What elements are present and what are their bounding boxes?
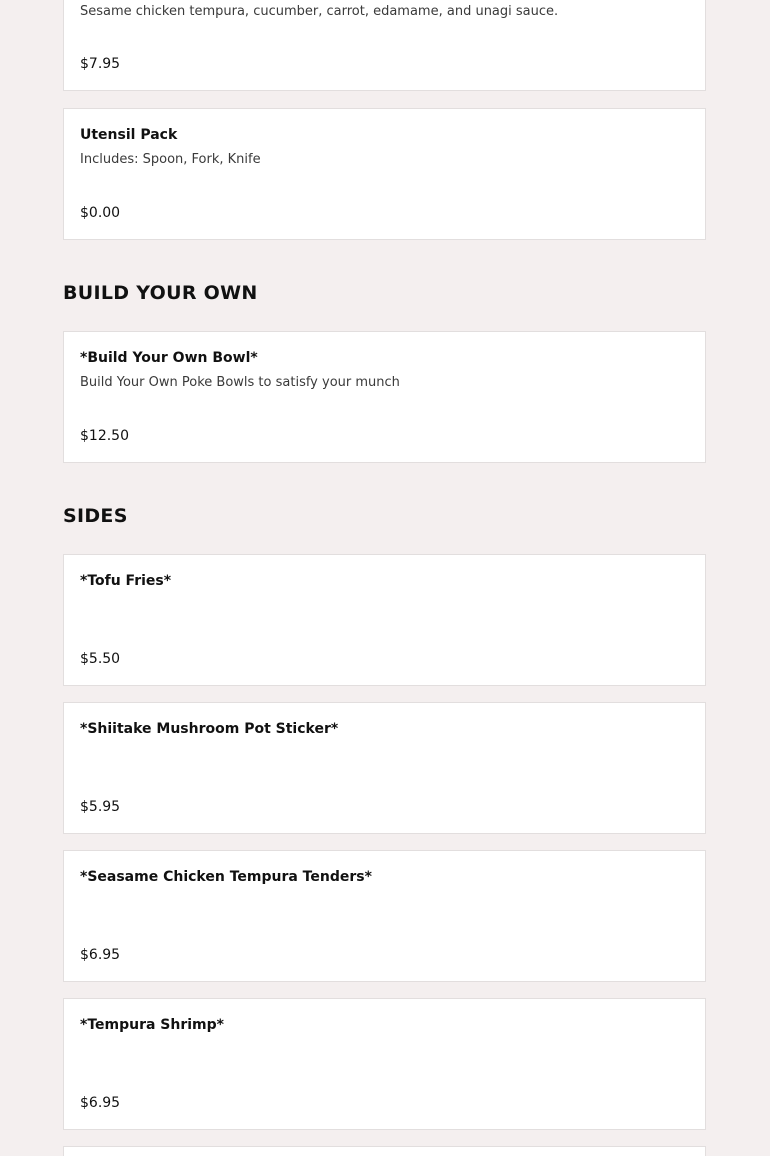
menu-item-card[interactable] [63, 702, 706, 834]
menu-item-card[interactable] [63, 1146, 706, 1156]
menu-item-card[interactable] [63, 998, 706, 1130]
menu-item-name: *Seasame Chicken Tempura Tenders* [80, 869, 372, 885]
menu-item-price: $7.95 [80, 56, 121, 72]
menu-item-card[interactable] [63, 108, 706, 240]
section-heading-build-your-own: BUILD YOUR OWN [63, 282, 258, 304]
menu-item-card[interactable] [63, 331, 706, 463]
menu-item-description: Build Your Own Poke Bowls to satisfy your munch [80, 375, 400, 390]
menu-item-price: $0.00 [80, 205, 121, 221]
menu-item-price: $6.95 [80, 947, 121, 963]
menu-item-price: $5.95 [80, 799, 121, 815]
menu-item-card[interactable] [63, 554, 706, 686]
menu-item-price: $12.50 [80, 428, 129, 444]
menu-item-card[interactable] [63, 850, 706, 982]
menu-item-card[interactable] [63, 0, 706, 91]
menu-item-name: *Build Your Own Bowl* [80, 350, 258, 366]
menu-item-name: Utensil Pack [80, 127, 178, 143]
menu-item-description: Sesame chicken tempura, cucumber, carrot, edamame, and unagi sauce. [80, 4, 559, 19]
section-heading-sides: SIDES [63, 505, 128, 527]
menu-item-price: $6.95 [80, 1095, 121, 1111]
menu-item-price: $5.50 [80, 651, 121, 667]
menu-item-name: *Shiitake Mushroom Pot Sticker* [80, 721, 339, 737]
menu-item-description: Includes: Spoon, Fork, Knife [80, 152, 261, 167]
menu-item-name: *Tofu Fries* [80, 573, 172, 589]
menu-item-name: *Tempura Shrimp* [80, 1017, 224, 1033]
